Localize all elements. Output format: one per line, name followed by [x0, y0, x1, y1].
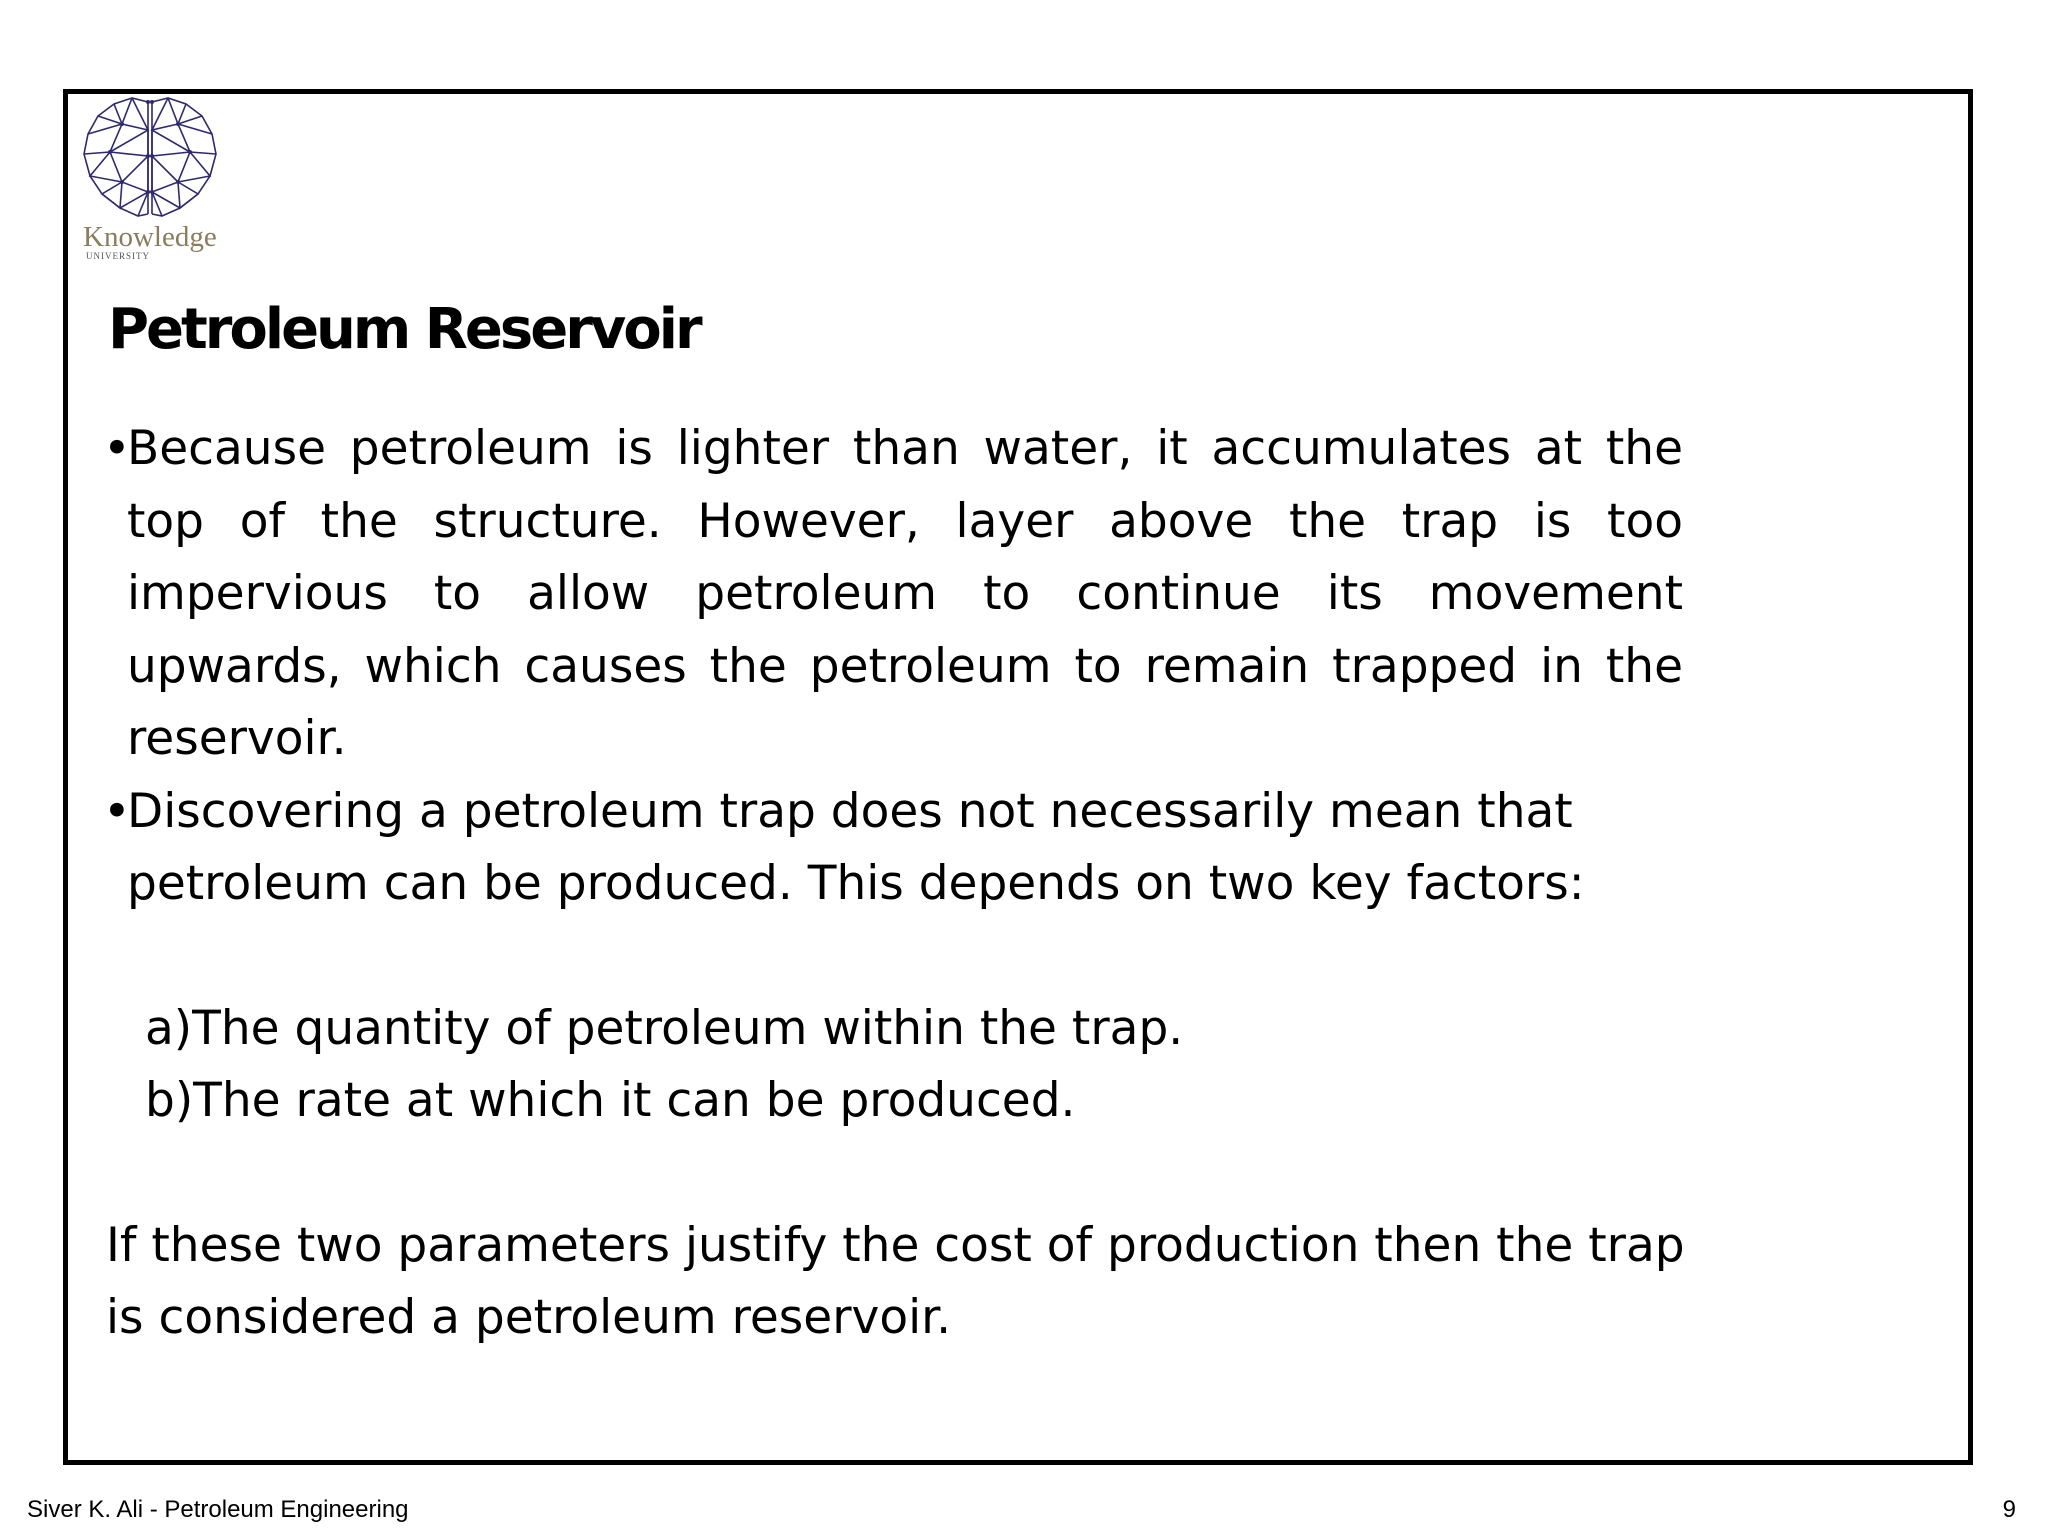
footer-author: Siver K. Ali - Petroleum Engineering — [27, 1496, 409, 1523]
bullet-text: Discovering a petroleum trap does not necessarily mean that petroleum can be produced. This depends on two key factors: — [127, 783, 1585, 911]
conclusion-text: If these two parameters justify the cost of production then the trap is considered a petroleum reservoir. — [106, 1217, 1685, 1345]
brain-network-icon — [82, 96, 218, 220]
university-logo — [80, 96, 240, 266]
logo-subtitle: UNIVERSITY — [86, 251, 150, 261]
slide-body — [103, 413, 1683, 1402]
slide-title: Petroleum Reservoir — [108, 297, 700, 362]
logo-wordmark: Knowledge — [83, 221, 217, 253]
factor-list — [103, 993, 1683, 1138]
page-number: 9 — [2002, 1496, 2016, 1523]
bullet-text: Because petroleum is lighter than water, it accumulates at the top of the structure. However, layer above the trap is too impervious to allow petroleum to continue its movement upwards, which causes the petroleum to remain trapped in the reservoir. — [127, 421, 1683, 766]
factor-item: b)The rate at which it can be produced. — [145, 1073, 1076, 1128]
bullet-item — [103, 776, 1683, 921]
bullet-item — [103, 413, 1683, 776]
factor-item: a)The quantity of petroleum within the trap. — [145, 1000, 1184, 1056]
bullet-marker: • — [103, 783, 131, 839]
bullet-marker: • — [103, 421, 131, 476]
